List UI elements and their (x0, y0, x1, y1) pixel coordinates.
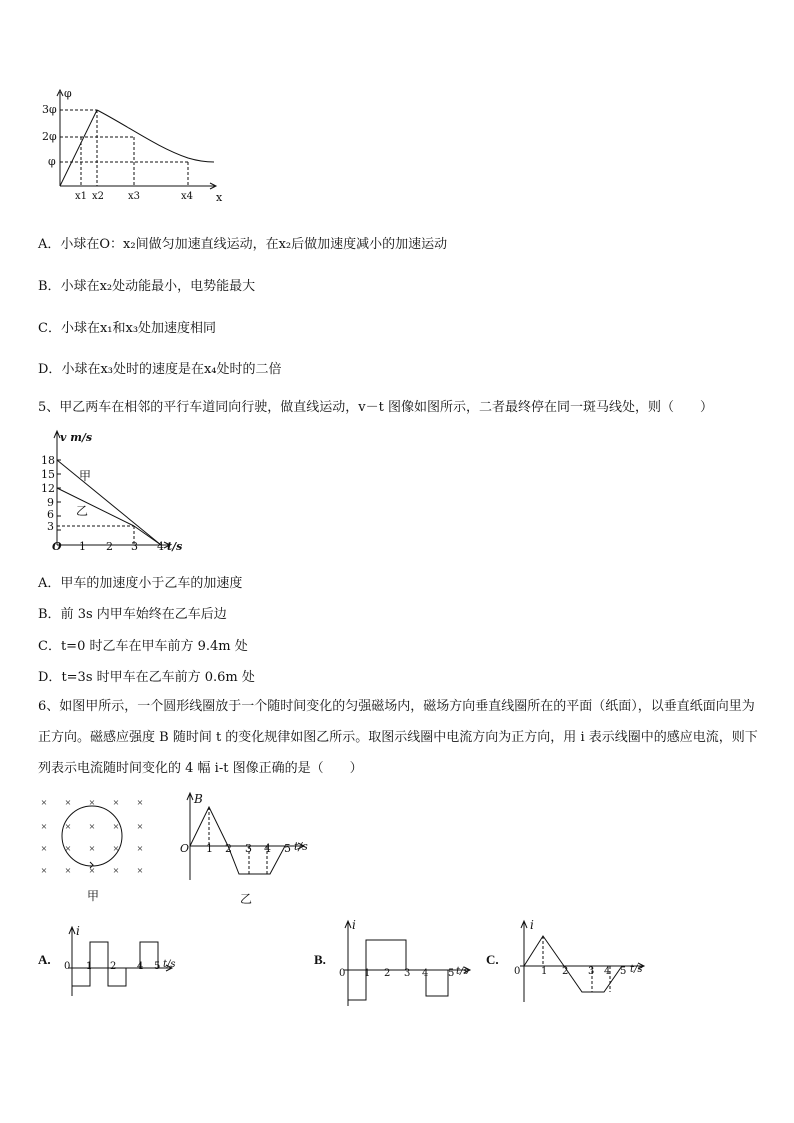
q5-ytick-12: 12 (41, 482, 55, 495)
q5-ytick-9: 9 (47, 496, 54, 509)
option-text: t=3s 时甲车在乙车前方 0.6m 处 (61, 670, 255, 685)
q6-b-tick-4: 4 (422, 968, 429, 979)
q6-yi-origin: O (180, 842, 190, 855)
q6-yi-axis-b: B (194, 792, 203, 806)
q6-b-axis-i: i (352, 918, 356, 932)
q6-b-tick-2: 2 (384, 968, 391, 979)
option-text: 小球在x₂处动能最小，电势能最大 (60, 279, 256, 294)
q6-a-tick-5: 5 (154, 961, 161, 972)
q5-vt-graph (38, 428, 188, 553)
option-text: 小球在x₃处时的速度是在x₄处时的二倍 (61, 362, 282, 377)
option-text: t=0 时乙车在甲车前方 9.4m 处 (60, 639, 248, 654)
q4-option-d[interactable] (38, 358, 282, 377)
q6-c-tick-4: 4 (604, 966, 611, 977)
q5-ytick-15: 15 (41, 468, 55, 481)
q6-a-origin: 0 (64, 961, 71, 972)
q4-xtick-x4: x4 (181, 191, 194, 202)
svg-text:×: × (64, 865, 72, 877)
q6-caption-yi: 乙 (240, 892, 253, 906)
svg-text:×: × (64, 797, 72, 809)
svg-text:×: × (88, 865, 96, 877)
q6-c-origin: 0 (514, 966, 521, 977)
q4-ytick-3phi: 3φ (42, 103, 57, 116)
q5-axis-t: t/s (167, 540, 183, 553)
q6-a-axis-t: t/s (163, 959, 176, 970)
option-letter: D． (38, 670, 62, 685)
q6-option-b-graph[interactable] (336, 918, 476, 1008)
q6-fig-jia-coil (36, 792, 148, 882)
svg-text:×: × (40, 843, 48, 855)
q4-option-b[interactable] (38, 275, 255, 294)
q4-ytick-phi: φ (48, 155, 56, 168)
svg-text:×: × (64, 821, 72, 833)
q5-ytick-3: 3 (47, 520, 54, 533)
svg-text:×: × (40, 821, 48, 833)
option-text: 前 3s 内甲车始终在乙车后边 (60, 607, 227, 622)
q6-caption-jia: 甲 (87, 889, 100, 903)
svg-text:×: × (64, 843, 72, 855)
svg-text:×: × (136, 865, 144, 877)
q4-xtick-x1: x1 (75, 191, 88, 202)
q4-option-a[interactable] (38, 233, 447, 252)
q4-option-c[interactable] (38, 317, 216, 336)
q4-xtick-x2: x2 (92, 191, 105, 202)
q6-c-tick-1: 1 (541, 966, 548, 977)
q6-a-tick-4: 4 (137, 961, 144, 972)
svg-text:×: × (112, 797, 120, 809)
svg-text:×: × (112, 843, 120, 855)
q5-ytick-6: 6 (47, 508, 54, 521)
q6-b-tick-3: 3 (404, 968, 411, 979)
q4-xtick-x3: x3 (128, 191, 141, 202)
q6-option-c-label[interactable]: C. (486, 952, 499, 967)
svg-text:×: × (40, 865, 48, 877)
q6-c-axis-t: t/s (630, 964, 643, 975)
q6-b-tick-1: 1 (364, 968, 371, 979)
q6-stem: 6、如图甲所示，一个圆形线圈放于一个随时间变化的匀强磁场内，磁场方向垂直线圈所在的平面（纸面），以垂直纸面向里为正方向。磁感应强度 B 随时间 t 的变化规律如图乙所示。取图示线圈中电流方向为正方向，用 i 表示线圈中的感应电流，则下列表示电流随时间变化的 4 幅 i-t 图像正确的是（ ） (38, 699, 758, 776)
option-letter: C． (38, 321, 61, 336)
svg-text:×: × (112, 821, 120, 833)
svg-text:×: × (136, 821, 144, 833)
q6-c-axis-i: i (530, 918, 534, 932)
option-text: 小球在x₁和x₃处加速度相同 (60, 321, 217, 336)
q6-yi-tick-5: 5 (284, 842, 291, 855)
q5-option-d[interactable] (38, 666, 255, 685)
option-letter: D． (38, 362, 62, 377)
q6-a-axis-i: i (76, 924, 80, 938)
q5-label-yi: 乙 (76, 504, 89, 518)
q6-c-tick-2: 2 (562, 966, 569, 977)
q5-ytick-18: 18 (41, 454, 55, 467)
option-letter: C． (38, 639, 61, 654)
q5-option-c[interactable] (38, 635, 248, 654)
svg-text:×: × (112, 865, 120, 877)
option-letter: B． (38, 279, 61, 294)
q6-yi-tick-4: 4 (264, 842, 271, 855)
svg-text:×: × (88, 797, 96, 809)
q4-axis-phi: φ (64, 87, 72, 100)
option-letter: B． (38, 607, 61, 622)
q6-a-tick-1: 1 (86, 961, 93, 972)
q4-axis-x: x (216, 191, 223, 204)
q5-option-b[interactable] (38, 603, 227, 622)
q5-xtick-3: 3 (131, 540, 138, 553)
q5-stem: 5、甲乙两车在相邻的平行车道同向行驶，做直线运动，v－t 图像如图所示，二者最终停在同一斑马线处，则（ ） (38, 400, 713, 415)
q6-yi-tick-1: 1 (206, 842, 213, 855)
q6-b-axis-t: t/s (456, 966, 469, 977)
q5-axis-v: v m/s (60, 431, 93, 444)
q6-yi-axis-t: t/s (294, 840, 308, 853)
svg-text:×: × (88, 821, 96, 833)
q5-xtick-1: 1 (79, 540, 86, 553)
q4-ytick-2phi: 2φ (42, 130, 57, 143)
q5-origin: O (52, 540, 62, 553)
option-text: 甲车的加速度小于乙车的加速度 (60, 576, 243, 591)
q6-a-tick-2: 2 (110, 961, 117, 972)
q6-c-tick-5: 5 (620, 966, 627, 977)
option-letter: A． (38, 237, 61, 252)
q6-option-b-label[interactable]: B. (314, 952, 326, 967)
q6-b-tick-5: 5 (448, 968, 455, 979)
q5-option-a[interactable] (38, 572, 242, 591)
q4-phi-x-graph (38, 86, 228, 206)
q5-label-jia: 甲 (79, 469, 92, 483)
svg-text:×: × (40, 797, 48, 809)
q6-c-tick-3: 3 (588, 966, 595, 977)
q6-b-origin: 0 (339, 968, 346, 979)
option-letter: A． (38, 576, 61, 591)
svg-text:×: × (136, 797, 144, 809)
svg-text:×: × (88, 843, 96, 855)
q6-yi-tick-2: 2 (225, 842, 232, 855)
svg-text:×: × (136, 843, 144, 855)
q6-yi-tick-3: 3 (245, 842, 252, 855)
option-text: 小球在O：x₂间做匀加速直线运动，在x₂后做加速度减小的加速运动 (60, 237, 448, 252)
q5-xtick-4: 4 (157, 540, 164, 553)
q5-xtick-2: 2 (106, 540, 113, 553)
q6-option-a-label[interactable]: A. (38, 952, 51, 967)
